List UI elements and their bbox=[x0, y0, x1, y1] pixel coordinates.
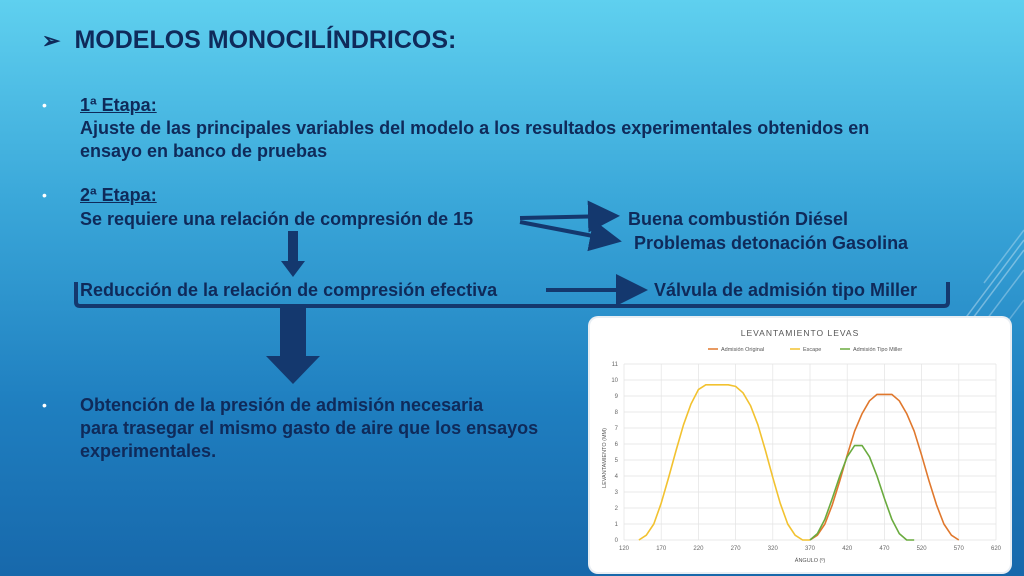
arrow-to-diesel bbox=[520, 216, 612, 218]
x-axis-label: ÁNGULO (º) bbox=[794, 558, 826, 564]
x-tick-label: 170 bbox=[656, 546, 667, 552]
x-tick-label: 270 bbox=[730, 546, 741, 552]
y-tick-label: 6 bbox=[614, 442, 618, 448]
y-tick-label: 8 bbox=[614, 410, 618, 416]
y-tick-label: 10 bbox=[611, 378, 618, 384]
bullet-dot-icon: • bbox=[42, 97, 47, 113]
x-tick-label: 520 bbox=[916, 546, 927, 552]
legend-label: Escape bbox=[803, 347, 822, 353]
series-line bbox=[639, 385, 810, 540]
legend-label: Admisión Original bbox=[721, 347, 765, 353]
y-tick-label: 1 bbox=[614, 522, 618, 528]
stage2-reduction: Reducción de la relación de compresión efectiva bbox=[80, 280, 498, 300]
chart-legend bbox=[708, 347, 902, 353]
y-tick-label: 2 bbox=[614, 506, 618, 512]
big-down-arrow-head bbox=[266, 356, 320, 384]
small-down-arrow-head bbox=[281, 261, 305, 277]
bullet-dot-icon: • bbox=[42, 397, 47, 413]
stage3-line2: para trasegar el mismo gasto de aire que los ensayos bbox=[80, 418, 539, 438]
legend-label: Admisión Tipo Miller bbox=[853, 347, 903, 353]
bullet-dot-icon: • bbox=[42, 187, 47, 203]
y-tick-label: 4 bbox=[614, 474, 618, 480]
y-tick-label: 3 bbox=[614, 490, 618, 496]
x-tick-label: 320 bbox=[767, 546, 778, 552]
y-axis-label: LEVANTAMIENTO (MM) bbox=[602, 428, 608, 488]
stage3-line1: Obtención de la presión de admisión necesaria bbox=[80, 395, 484, 415]
stage1-line1: Ajuste de las principales variables del modelo a los resultados experimentales obtenidos en bbox=[80, 118, 870, 138]
x-tick-label: 220 bbox=[693, 546, 704, 552]
x-tick-label: 570 bbox=[953, 546, 964, 552]
small-down-arrow-shaft bbox=[288, 231, 298, 263]
y-tick-label: 9 bbox=[614, 394, 618, 400]
arrow-to-gasoline bbox=[520, 222, 614, 240]
y-tick-label: 11 bbox=[611, 362, 618, 368]
chart-lines bbox=[639, 385, 959, 540]
y-tick-label: 7 bbox=[614, 426, 618, 432]
y-tick-label: 0 bbox=[614, 538, 618, 544]
x-tick-label: 620 bbox=[990, 546, 1002, 552]
stage3-line3: experimentales. bbox=[80, 441, 217, 461]
stage2-valve: Válvula de admisión tipo Miller bbox=[654, 280, 918, 300]
stage2-heading: 2ª Etapa: bbox=[80, 185, 157, 205]
stage2-line1: Se requiere una relación de compresión de 15 bbox=[80, 209, 474, 229]
x-tick-label: 370 bbox=[804, 546, 816, 552]
chart-title: LEVANTAMIENTO LEVAS bbox=[740, 328, 860, 338]
big-down-arrow-shaft bbox=[280, 306, 306, 358]
stage1-line2: ensayo en banco de pruebas bbox=[80, 141, 328, 161]
x-tick-label: 420 bbox=[842, 546, 853, 552]
cam-lift-chart bbox=[590, 318, 1010, 572]
chart-svg bbox=[590, 318, 1010, 572]
slide-title bbox=[42, 26, 456, 55]
stage2-result1: Buena combustión Diésel bbox=[628, 209, 849, 229]
x-tick-label: 470 bbox=[879, 546, 890, 552]
stage2-result2: Problemas detonación Gasolina bbox=[634, 233, 909, 253]
stage1-heading: 1ª Etapa: bbox=[80, 95, 157, 115]
y-tick-label: 5 bbox=[614, 458, 618, 464]
slide-title-text: MODELOS MONOCILÍNDRICOS: bbox=[74, 26, 457, 54]
chevron-bullet-icon: ➢ bbox=[42, 27, 61, 53]
x-tick-label: 120 bbox=[618, 546, 630, 552]
